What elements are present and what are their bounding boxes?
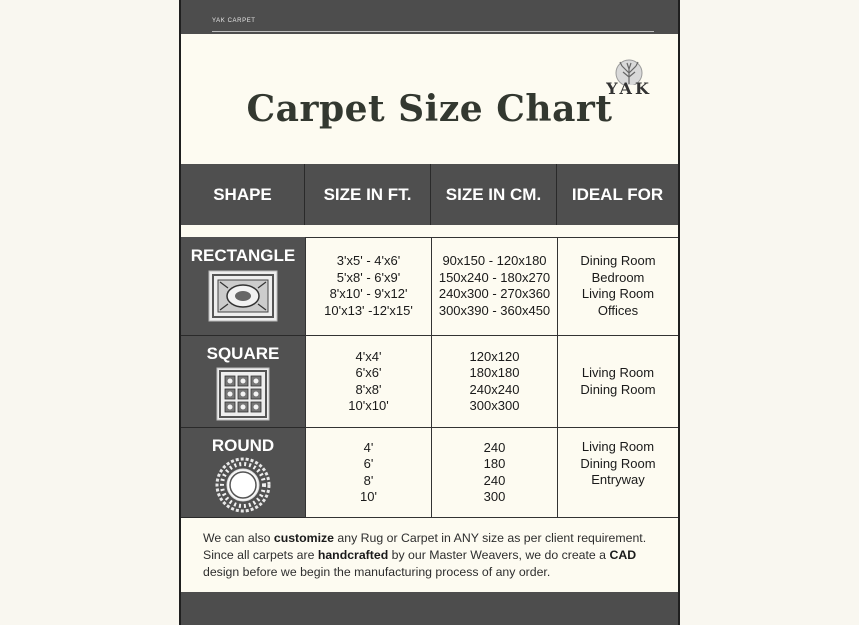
rectangle-rug-icon: [208, 270, 278, 322]
size-ft-line: 6'x6': [355, 365, 382, 380]
size-ft-line: 6': [363, 456, 374, 471]
shape-label-rectangle: RECTANGLE: [190, 246, 296, 265]
size-cm-line: 240x300 - 270x360: [438, 286, 551, 301]
size-ft-line: 8': [363, 472, 374, 488]
page-title: Carpet Size Chart: [246, 88, 613, 130]
size-cm-line: 240: [483, 472, 506, 488]
shape-cell-rectangle: [181, 237, 305, 336]
square-rug-icon: [216, 367, 270, 421]
footer-line-1: [203, 530, 663, 547]
top-bar: [181, 0, 678, 34]
logo-wordmark: YAK: [606, 79, 652, 98]
footer-emphasis: CAD: [609, 548, 637, 562]
size-ft-line: 10'x10': [348, 398, 389, 413]
ideal-for-line: Living Room: [581, 439, 655, 454]
footer-emphasis: handcrafted: [317, 548, 389, 562]
header-gap: [181, 225, 678, 237]
footer-text-part: We can also: [203, 531, 274, 545]
header-size-ft: SIZE IN FT.: [305, 164, 431, 225]
ideal-for-line: Dining Room: [580, 455, 656, 471]
ideal-for-cell-round: [557, 428, 678, 518]
footer-note: [203, 530, 663, 581]
size-cm-line: 180x180: [469, 365, 520, 380]
size-ft-line: 5'x8' - 6'x9': [336, 269, 401, 285]
size-ft-cell-square: [305, 336, 431, 428]
size-ft-cell-round: [305, 428, 431, 518]
round-rug-icon: [215, 457, 271, 513]
footer-line-3: design before we begin the manufacturing process of any order.: [203, 565, 551, 579]
footer-text-part: by our Master Weavers, we do create a: [388, 548, 610, 562]
size-ft-line: 8'x8': [355, 381, 382, 397]
header-shape: SHAPE: [181, 164, 305, 225]
footer-line-2: [203, 547, 663, 564]
ideal-for-cell-rectangle: [557, 237, 678, 336]
header-ideal-for: IDEAL FOR: [557, 164, 678, 225]
shape-cell-square: [181, 336, 305, 428]
ideal-for-line: Living Room: [581, 286, 655, 301]
ideal-for-line: Entryway: [591, 472, 645, 487]
header-size-cm: SIZE IN CM.: [431, 164, 557, 225]
size-ft-line: 10': [360, 489, 377, 504]
size-ft-line: 10'x13' -12'x15': [324, 302, 413, 318]
shape-label-round: ROUND: [211, 436, 275, 455]
size-ft-line: 4': [363, 439, 374, 455]
size-ft-line: 8'x10' - 9'x12': [329, 286, 408, 301]
size-cm-cell-round: [431, 428, 557, 518]
brand-label: YAK CARPET: [212, 18, 256, 24]
size-cm-line: 240x240: [469, 381, 520, 397]
ideal-for-line: Offices: [597, 302, 639, 318]
size-cm-line: 90x150 - 120x180: [442, 253, 547, 268]
shape-label-square: SQUARE: [206, 344, 280, 363]
shape-cell-round: [181, 428, 305, 518]
ideal-for-line: Dining Room: [580, 253, 656, 268]
top-divider: [212, 31, 654, 32]
size-cm-line: 180: [483, 456, 506, 471]
size-cm-cell-square: [431, 336, 557, 428]
ideal-for-cell-square: [557, 336, 678, 428]
size-cm-line: 150x240 - 180x270: [438, 269, 551, 285]
size-ft-cell-rectangle: [305, 237, 431, 336]
size-cm-line: 300: [483, 489, 506, 504]
size-ft-line: 4'x4': [355, 348, 382, 364]
ideal-for-line: Bedroom: [591, 269, 645, 285]
footer-text-part: any Rug or Carpet in ANY size as per client requirement.: [334, 531, 647, 545]
size-cm-line: 300x300: [469, 398, 520, 413]
size-ft-line: 3'x5' - 4'x6': [336, 253, 401, 268]
size-cm-line: 120x120: [469, 348, 520, 364]
bottom-bar: [181, 592, 678, 625]
size-cm-line: 240: [483, 439, 506, 455]
size-cm-cell-rectangle: [431, 237, 557, 336]
footer-emphasis: customize: [273, 531, 334, 545]
size-chart-sheet: [179, 0, 680, 625]
ideal-for-line: Dining Room: [580, 381, 656, 397]
footer-text-part: Since all carpets are: [203, 548, 318, 562]
ideal-for-line: Living Room: [581, 365, 655, 380]
size-cm-line: 300x390 - 360x450: [438, 302, 551, 318]
